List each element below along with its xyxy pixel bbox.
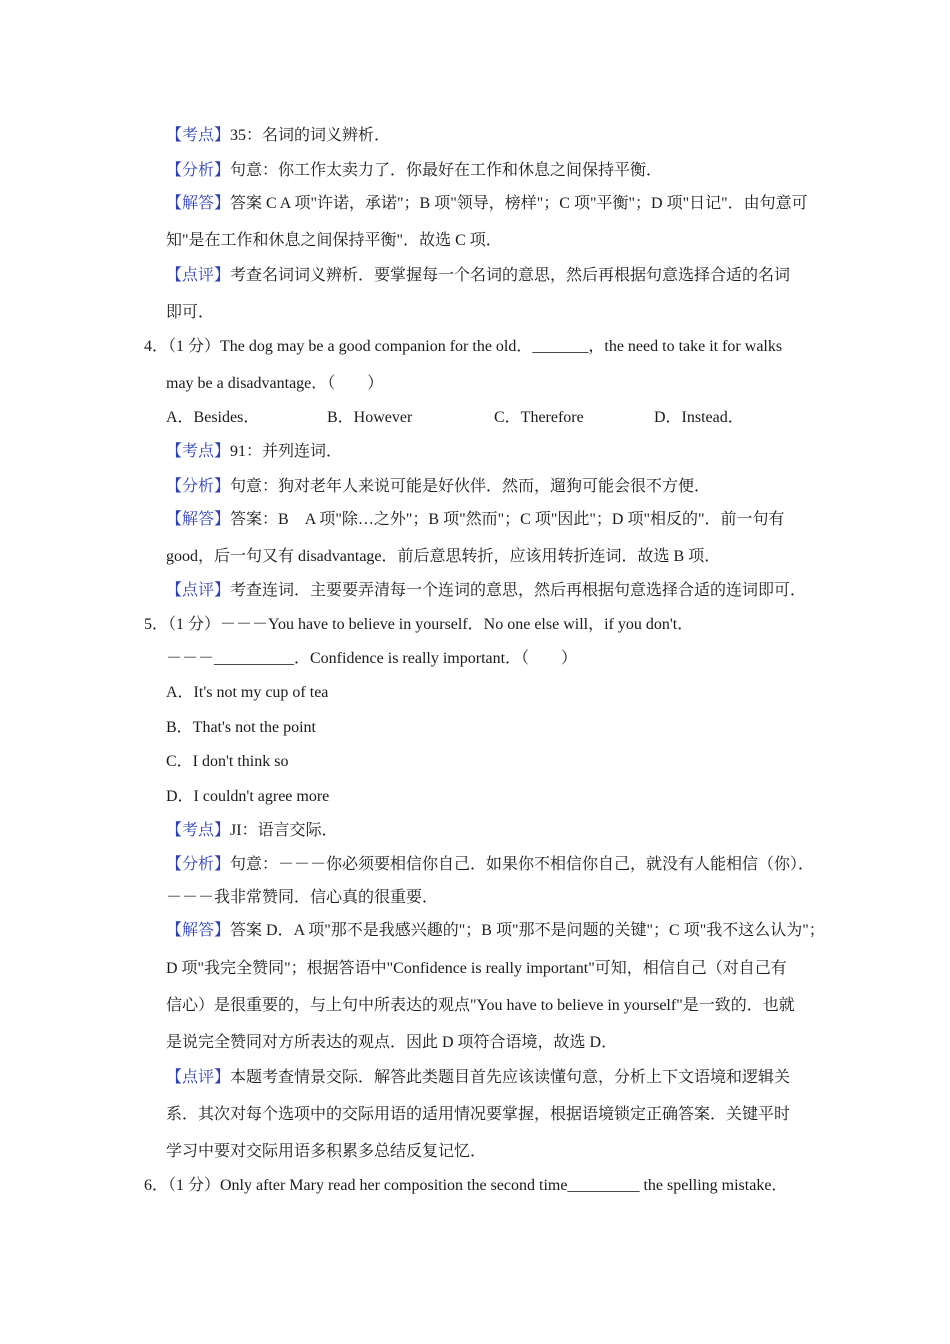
fenxi-tag: 【分析】 bbox=[166, 478, 231, 495]
kaodian-tag: 【考点】 bbox=[166, 822, 231, 839]
q3-jieda: 【解答】答案 C A 项"许诺，承诺"；B 项"领导，榜样"；C 项"平衡"；D 项"日记"．由句意可 bbox=[166, 195, 808, 212]
q3-jieda-cont: 知"是在工作和休息之间保持平衡"．故选 C 项． bbox=[166, 232, 502, 249]
q5-stem-cont: －－－__________．Confidence is really important．（ ） bbox=[166, 650, 578, 667]
jieda-tag: 【解答】 bbox=[166, 922, 231, 939]
q5-fenxi: 【分析】句意：－－－你必须要相信你自己．如果你不相信你自己，就没有人能相信（你）． bbox=[166, 856, 815, 873]
dianping-tag: 【点评】 bbox=[166, 1069, 231, 1086]
q4-option-b: B．However bbox=[327, 409, 413, 426]
q3-fenxi: 【分析】句意：你工作太卖力了．你最好在工作和休息之间保持平衡． bbox=[166, 162, 663, 179]
dianping-tag: 【点评】 bbox=[166, 267, 231, 284]
q5-kaodian: 【考点】JI：语言交际． bbox=[166, 822, 338, 839]
q5-dianping: 【点评】本题考查情景交际．解答此类题目首先应该读懂句意，分析上下文语境和逻辑关 bbox=[166, 1069, 791, 1086]
q5-dianping-cont-2: 学习中要对交际用语多积累多总结反复记忆． bbox=[166, 1143, 487, 1160]
fenxi-tag: 【分析】 bbox=[166, 162, 231, 179]
dianping-tag: 【点评】 bbox=[166, 582, 231, 599]
q5-jieda-cont-2: 信心）是很重要的，与上句中所表达的观点"You have to believe in yourself"是一致的．也就 bbox=[166, 997, 795, 1014]
q4-kaodian: 【考点】91：并列连词． bbox=[166, 443, 343, 460]
q3-kaodian: 【考点】35：名词的词义辨析． bbox=[166, 127, 391, 144]
jieda-tag: 【解答】 bbox=[166, 511, 231, 528]
q4-jieda-cont: good，后一句又有 disadvantage．前后意思转折，应该用转折连词．故选 B 项． bbox=[166, 548, 721, 565]
jieda-tag: 【解答】 bbox=[166, 195, 231, 212]
q6-stem: 6．（1 分）Only after Mary read her composition the second time_________ the spelling mistake． bbox=[144, 1177, 788, 1194]
q5-jieda-cont-3: 是说完全赞同对方所表达的观点．因此 D 项符合语境，故选 D． bbox=[166, 1034, 618, 1051]
q5-jieda-cont-1: D 项"我完全赞同"；根据答语中"Confidence is really important"可知，相信自己（对自己有 bbox=[166, 960, 787, 977]
q4-jieda: 【解答】答案：B A 项"除…之外"；B 项"然而"；C 项"因此"；D 项"相反的"．前一句有 bbox=[166, 511, 785, 528]
kaodian-tag: 【考点】 bbox=[166, 443, 231, 460]
q5-stem: 5．（1 分）－－－You have to believe in yourself．No one else will，if you don't． bbox=[144, 616, 694, 633]
q4-stem-cont: may be a disadvantage．（ ） bbox=[166, 375, 384, 392]
q5-option-d: D．I couldn't agree more bbox=[166, 788, 330, 805]
q4-option-c: C．Therefore bbox=[494, 409, 584, 426]
q4-option-a: A．Besides． bbox=[166, 409, 260, 426]
q5-option-c: C．I don't think so bbox=[166, 753, 289, 770]
q4-fenxi: 【分析】句意：狗对老年人来说可能是好伙伴．然而，遛狗可能会很不方便． bbox=[166, 478, 711, 495]
q4-dianping: 【点评】考查连词．主要要弄清每一个连词的意思，然后再根据句意选择合适的连词即可． bbox=[166, 582, 807, 599]
q5-option-b: B．That's not the point bbox=[166, 719, 316, 736]
q3-dianping: 【点评】考查名词词义辨析．要掌握每一个名词的意思，然后再根据句意选择合适的名词 bbox=[166, 267, 791, 284]
q5-fenxi-cont: －－－我非常赞同．信心真的很重要． bbox=[166, 889, 439, 906]
q4-option-d: D．Instead． bbox=[654, 409, 744, 426]
q5-dianping-cont-1: 系．其次对每个选项中的交际用语的适用情况要掌握，根据语境锁定正确答案．关键平时 bbox=[166, 1106, 791, 1123]
q5-jieda: 【解答】答案 D．A 项"那不是我感兴趣的"；B 项"那不是问题的关键"；C 项"我不这么认为"； bbox=[166, 922, 825, 939]
kaodian-tag: 【考点】 bbox=[166, 127, 231, 144]
q3-dianping-cont: 即可． bbox=[166, 304, 215, 321]
fenxi-tag: 【分析】 bbox=[166, 856, 231, 873]
q4-stem: 4．（1 分）The dog may be a good companion for the old．_______，the need to take it for walks bbox=[144, 338, 783, 355]
q5-option-a: A．It's not my cup of tea bbox=[166, 684, 329, 701]
